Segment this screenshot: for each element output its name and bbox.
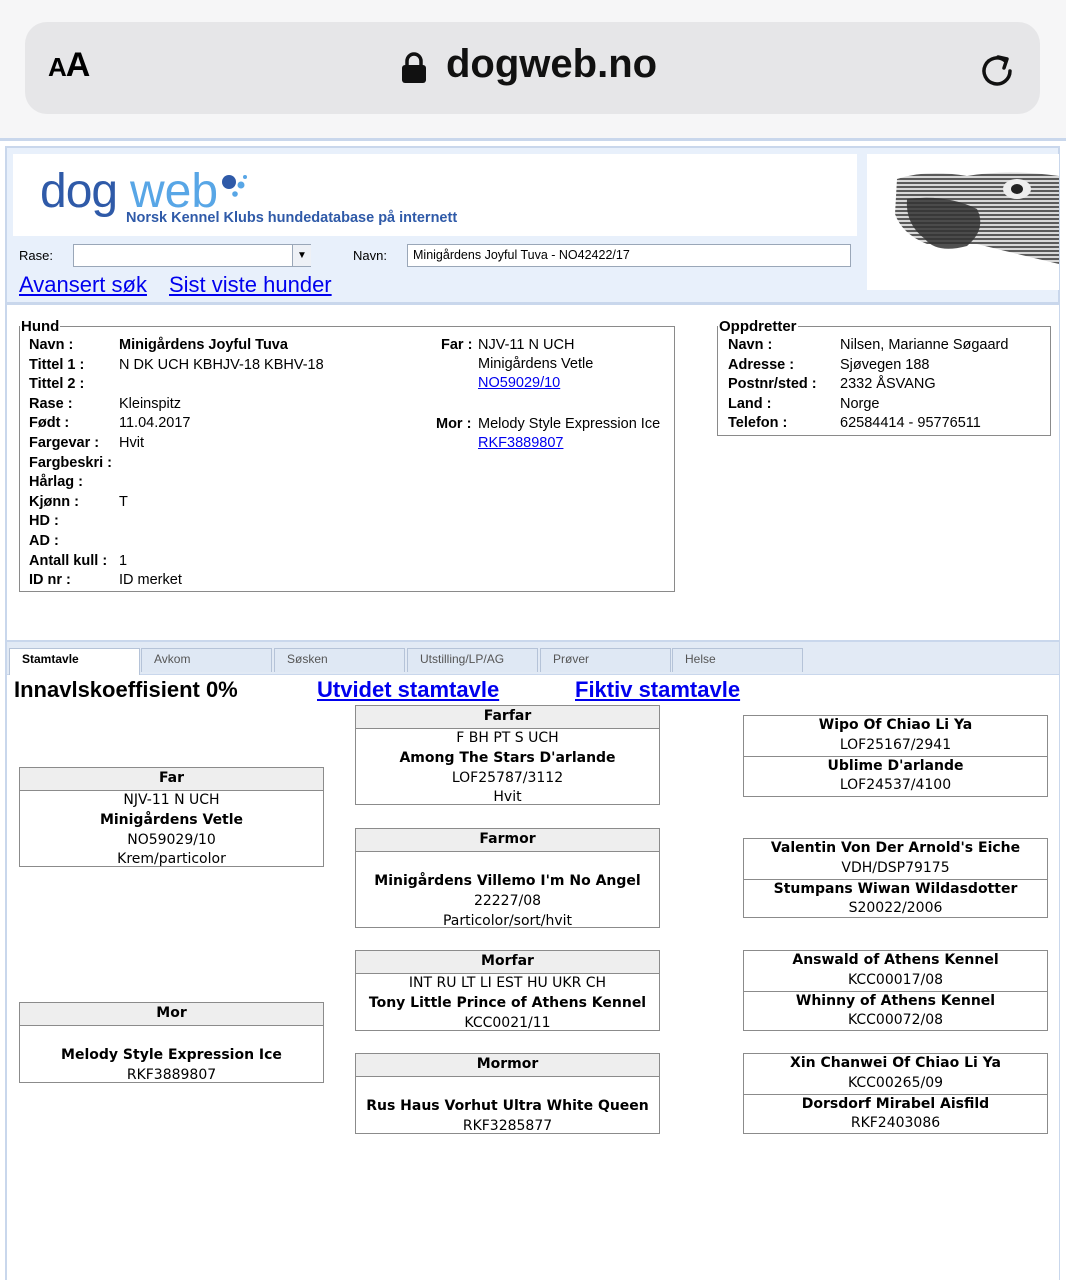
field-fodt: Født : 11.04.2017 — [29, 415, 191, 432]
dog-name: Whinny of Athens Kennel — [744, 991, 1047, 1012]
rase-select[interactable] — [73, 244, 311, 267]
dog-reg: S20022/2006 — [848, 900, 943, 917]
breeder-telefon: Telefon : 62584414 - 95776511 — [728, 415, 981, 432]
field-hd: HD : — [29, 513, 59, 530]
text-size-button[interactable]: AA — [48, 46, 90, 84]
pedigree-far-box[interactable] — [19, 767, 324, 867]
dog-title: NJV-11 N UCH — [123, 792, 220, 808]
dog-name: Ublime D'arlande — [744, 756, 1047, 777]
pedigree-ggp-box-1[interactable] — [743, 715, 1048, 797]
mor-label: Mor : — [436, 416, 472, 432]
fictive-pedigree-link[interactable]: Fiktiv stamtavle — [575, 677, 741, 702]
field-tittel1: Tittel 1 : N DK UCH KBHJV-18 KBHV-18 — [29, 356, 324, 373]
pedigree-morfar-box[interactable] — [355, 950, 660, 1031]
breeder-fields — [728, 336, 1048, 434]
lock-icon — [401, 52, 427, 84]
dog-reg: LOF25787/3112 — [451, 769, 564, 786]
advanced-search-link[interactable]: Avansert søk — [19, 272, 147, 297]
field-id-nr: ID nr : ID merket — [29, 572, 182, 589]
dog-name: Wipo Of Chiao Li Ya — [818, 717, 973, 733]
far-name: Minigårdens Vetle — [478, 356, 594, 372]
dog-reg: KCC00265/09 — [847, 1074, 944, 1091]
mor-reg-link[interactable]: RKF3889807 — [478, 435, 564, 451]
dog-title: F BH PT S UCH — [456, 730, 559, 746]
dog-reg: KCC00072/08 — [847, 1012, 944, 1029]
logo-dog-text[interactable]: dog — [40, 165, 118, 218]
pedigree-ggp-box-3[interactable] — [743, 950, 1048, 1031]
dog-name: Valentin Von Der Arnold's Eiche — [770, 840, 1021, 856]
field-kjonn: Kjønn : T — [29, 493, 128, 510]
spacer — [356, 852, 659, 872]
logo-dots-icon — [220, 172, 250, 200]
dog-reg: KCC00017/08 — [847, 971, 944, 988]
spacer — [20, 1026, 323, 1046]
field-antall-kull: Antall kull : 1 — [29, 552, 128, 569]
box-header: Morfar — [356, 951, 659, 974]
tab-avkom[interactable]: Avkom — [141, 648, 272, 672]
breeder-legend: Oppdretter — [719, 318, 797, 335]
field-navn: Navn : Minigårdens Joyful Tuva — [29, 337, 288, 353]
dog-title: INT RU LT LI EST HU UKR CH — [408, 975, 607, 991]
reload-icon[interactable] — [974, 48, 1020, 94]
dog-name: Minigårdens Villemo I'm No Angel — [374, 873, 641, 889]
dog-name: Stumpans Wiwan Wildasdotter — [744, 879, 1047, 900]
dog-reg: KCC0021/11 — [464, 1014, 551, 1031]
logo-subtitle: Norsk Kennel Klubs hundedatabase på internett — [126, 210, 458, 226]
pedigree-farmor-box[interactable] — [355, 828, 660, 928]
dog-name: Among The Stars D'arlande — [399, 749, 616, 766]
breeder-adresse: Adresse : Sjøvegen 188 — [728, 356, 930, 373]
pedigree-ggp-box-4[interactable] — [743, 1053, 1048, 1134]
tab-sosken[interactable]: Søsken — [274, 648, 405, 672]
field-fargevar: Fargevar : Hvit — [29, 434, 144, 451]
far-title: NJV-11 N UCH — [478, 337, 575, 353]
dog-reg: 22227/08 — [473, 892, 542, 909]
pedigree-mormor-box[interactable] — [355, 1053, 660, 1134]
dog-name: Minigårdens Vetle — [99, 811, 244, 828]
far-reg-link[interactable]: NO59029/10 — [478, 375, 561, 391]
tab-prover[interactable]: Prøver — [540, 648, 671, 672]
url-text[interactable]: dogweb.no — [446, 42, 658, 86]
dog-color: Hvit — [493, 789, 522, 806]
pedigree-ggp-box-2[interactable] — [743, 838, 1048, 918]
logo-web-text[interactable]: web — [130, 165, 219, 218]
field-ad: AD : — [29, 532, 59, 549]
tab-utstilling[interactable]: Utstilling/LP/AG — [407, 648, 538, 672]
dog-name: Tony Little Prince of Athens Kennel — [368, 994, 647, 1011]
dog-reg: LOF25167/2941 — [839, 736, 952, 753]
navn-input[interactable]: Minigårdens Joyful Tuva - NO42422/17 — [407, 244, 851, 267]
dog-reg: VDH/DSP79175 — [841, 859, 950, 876]
spacer — [356, 1077, 659, 1097]
dog-image — [867, 154, 1059, 290]
dog-reg: LOF24537/4100 — [839, 777, 952, 794]
box-header: Far — [20, 768, 323, 791]
dog-fields — [29, 336, 359, 591]
field-rase: Rase : Kleinspitz — [29, 395, 182, 412]
page-top-border — [0, 138, 1066, 141]
mor-name: Melody Style Expression Ice — [478, 416, 661, 432]
dog-name: Answald of Athens Kennel — [792, 952, 999, 968]
dog-reg: NO59029/10 — [127, 831, 216, 848]
dog-info-legend: Hund — [21, 318, 60, 335]
dog-reg: RKF3285877 — [462, 1117, 553, 1134]
pedigree-mor-box[interactable] — [19, 1002, 324, 1083]
dog-name: Xin Chanwei Of Chiao Li Ya — [790, 1055, 1001, 1071]
inbreeding-coefficient: Innavlskoeffisient 0% — [14, 677, 238, 702]
dog-reg: RKF2403086 — [850, 1115, 941, 1132]
tab-helse[interactable]: Helse — [672, 648, 803, 672]
extended-pedigree-link[interactable]: Utvidet stamtavle — [317, 677, 500, 702]
box-header: Farfar — [356, 706, 659, 729]
recent-dogs-link[interactable]: Sist viste hunder — [169, 272, 332, 297]
breeder-land: Land : Norge — [728, 395, 880, 412]
breeder-navn: Navn : Nilsen, Marianne Søgaard — [728, 337, 1009, 353]
far-label: Far : — [441, 337, 473, 353]
breeder-postnr: Postnr/sted : 2332 ÅSVANG — [728, 376, 936, 393]
box-header: Farmor — [356, 829, 659, 852]
box-header: Mor — [20, 1003, 323, 1026]
dog-name: Melody Style Expression Ice — [61, 1047, 282, 1063]
rase-label: Rase: — [19, 248, 53, 263]
tab-stamtavle[interactable]: Stamtavle — [9, 648, 140, 675]
navn-label: Navn: — [353, 248, 387, 263]
field-harlag: Hårlag : — [29, 474, 83, 491]
field-tittel2: Tittel 2 : — [29, 376, 85, 393]
dog-name: Rus Haus Vorhut Ultra White Queen — [366, 1098, 649, 1114]
pedigree-farfar-box[interactable] — [355, 705, 660, 805]
chevron-down-icon[interactable]: ▼ — [292, 245, 311, 266]
dog-reg: RKF3889807 — [126, 1066, 217, 1083]
dog-name: Dorsdorf Mirabel Aisfild — [744, 1094, 1047, 1115]
dog-color: Krem/particolor — [117, 851, 226, 868]
box-header: Mormor — [356, 1054, 659, 1077]
dog-color: Particolor/sort/hvit — [442, 912, 573, 929]
field-fargbeskri: Fargbeskri : — [29, 454, 112, 471]
